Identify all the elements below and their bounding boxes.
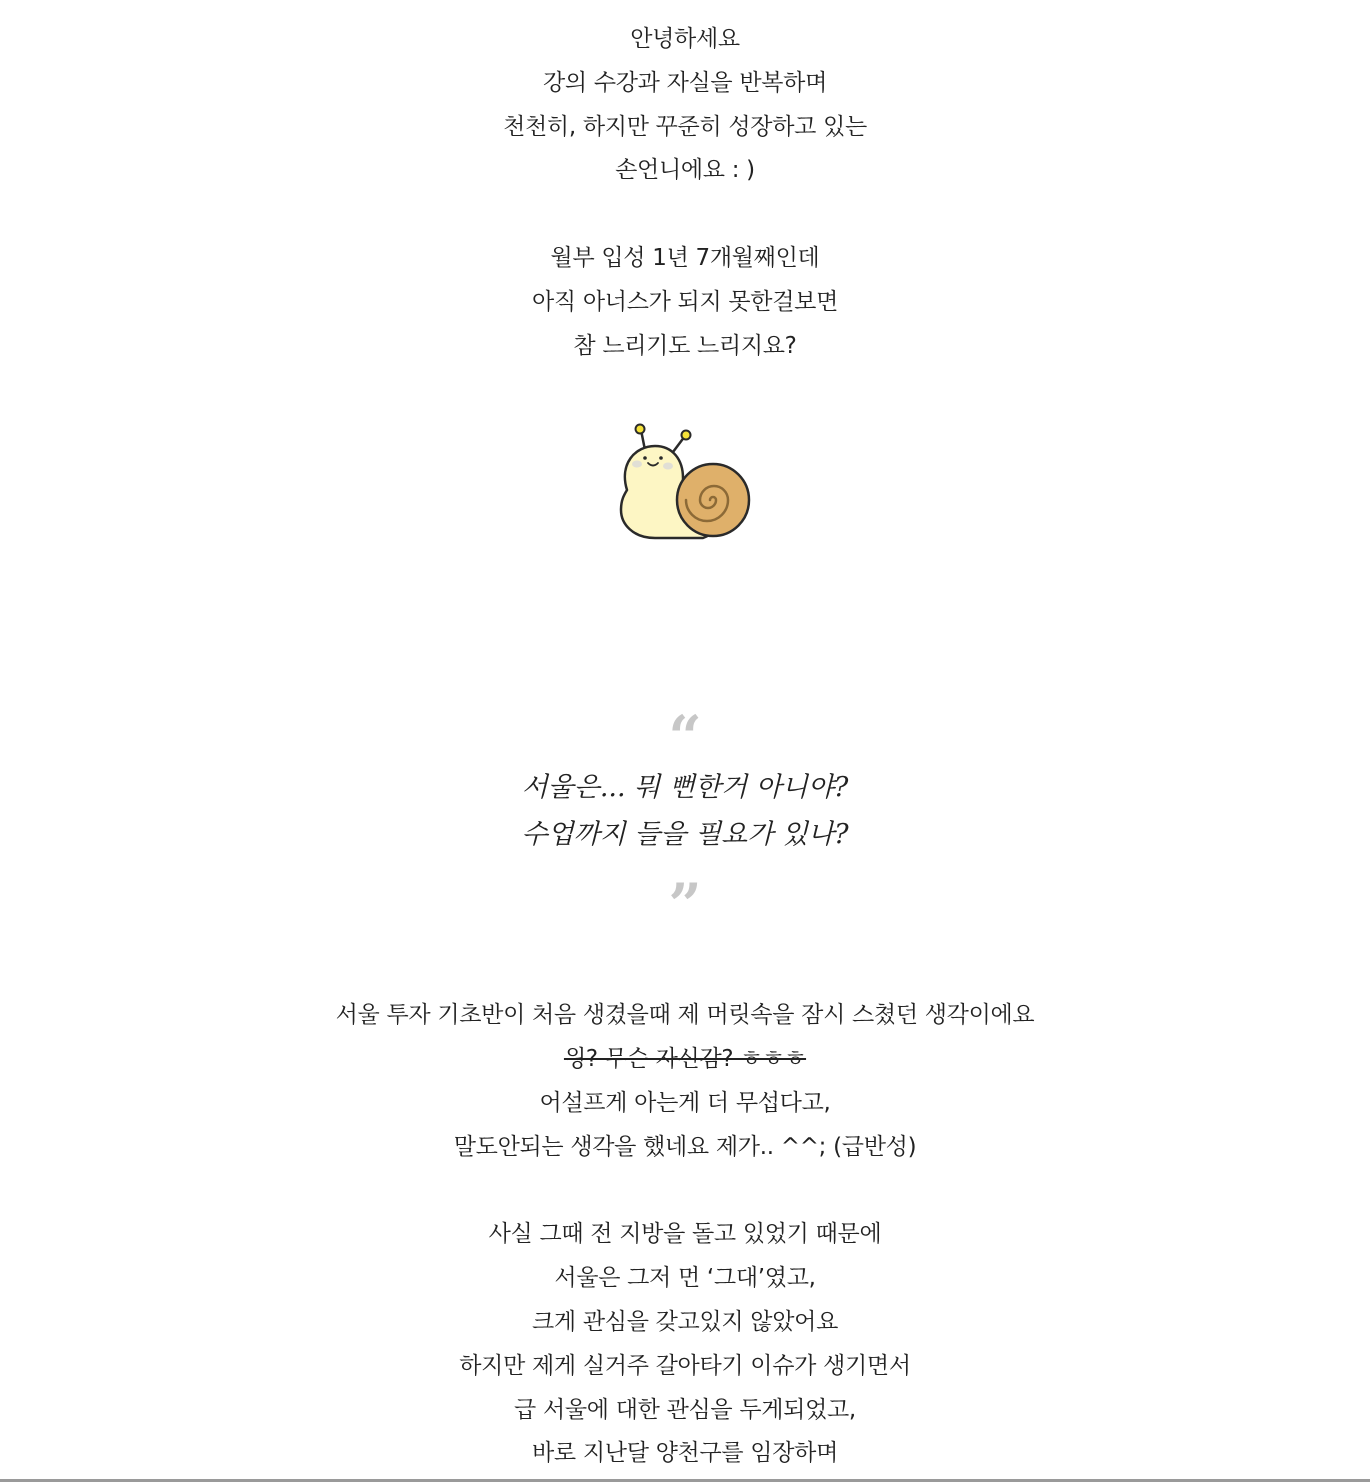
past-paragraph — [0, 1213, 1370, 1476]
text-line: 월부 입성 1년 7개월째인데 — [550, 244, 820, 271]
quote-line: 서울은... 뭐 뻔한거 아니야? — [521, 772, 849, 804]
text-line: 아직 아너스가 되지 못한걸보면 — [532, 288, 838, 315]
text-line: 급 서울에 대한 관심을 두게되었고, — [514, 1396, 856, 1423]
text-line: 사실 그때 전 지방을 돌고 있었기 때문에 — [488, 1221, 882, 1248]
open-quote-icon: “ — [668, 703, 702, 772]
text-line: 천천히, 하지만 꾸준히 성장하고 있는 — [503, 113, 867, 140]
text-line: 말도안되는 생각을 했네요 제가.. ^^; (급반성) — [453, 1133, 917, 1160]
snail-icon — [615, 420, 755, 550]
intro-paragraph — [0, 0, 1370, 193]
text-line: 손언니에요 : ) — [615, 157, 755, 184]
text-line: 크게 관심을 갖고있지 않았어요 — [532, 1308, 838, 1335]
quote-text — [0, 764, 1370, 858]
text-line: 바로 지난달 양천구를 임장하며 — [532, 1440, 838, 1467]
close-quote-icon: ” — [668, 871, 702, 940]
strikethrough-line: 읭? 무슨 자신감? ㅎㅎㅎ — [563, 1046, 807, 1073]
text-line: 하지만 제게 실거주 갈아타기 이슈가 생기면서 — [459, 1352, 911, 1379]
text-line: 참 느리기도 느리지요? — [573, 332, 797, 359]
text-line: 서울 투자 기초반이 처음 생겼을때 제 머릿속을 잠시 스쳤던 생각이에요 — [335, 1002, 1035, 1029]
text-line: 안녕하세요 — [630, 26, 740, 52]
blockquote — [0, 703, 1370, 940]
text-line: 서울은 그저 먼 ‘그대’였고, — [554, 1265, 816, 1292]
quote-line: 수업까지 들을 필요가 있나? — [521, 819, 849, 851]
seoul-paragraph — [0, 994, 1370, 1169]
slow-paragraph — [0, 237, 1370, 368]
text-line: 어설프게 아는게 더 무섭다고, — [539, 1089, 831, 1116]
snail-sticker — [0, 420, 1370, 550]
text-line: 강의 수강과 자실을 반복하며 — [542, 69, 828, 96]
